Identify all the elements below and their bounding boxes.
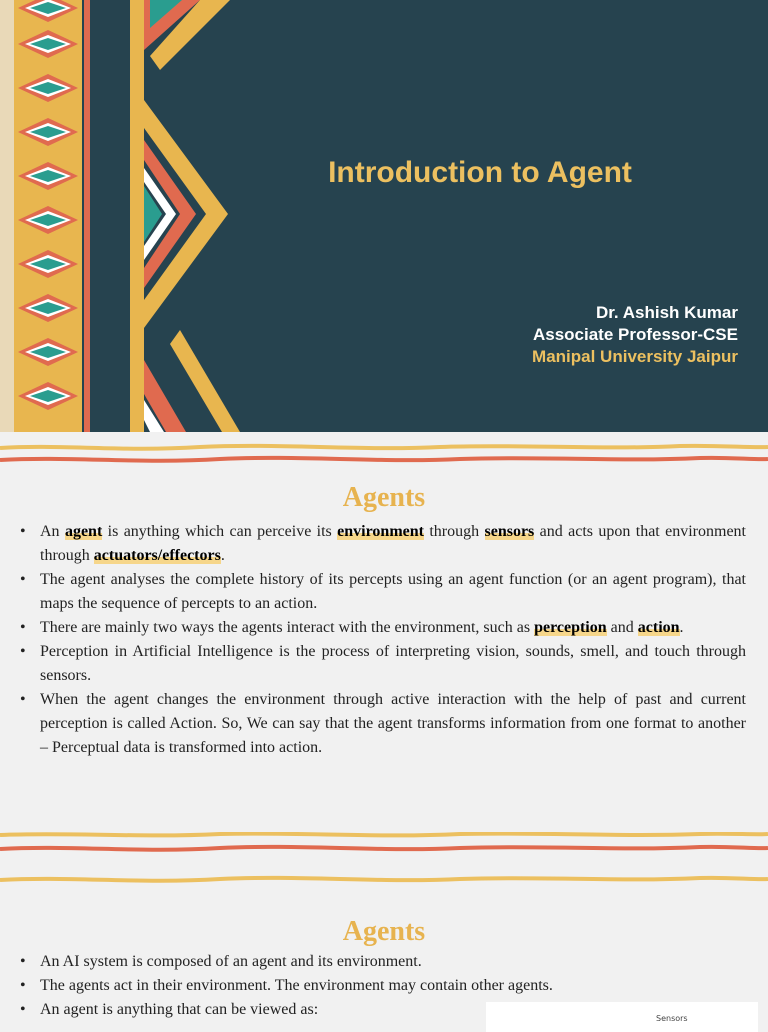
list-item: • An agent is anything which can perceive its environment through sensors and acts upon that environment through actuators/effectors. (18, 520, 746, 568)
author-institution: Manipal University Jaipur (532, 347, 738, 366)
list-item: • The agents act in their environment. The environment may contain other agents. (18, 974, 746, 998)
keyword-perception: perception (534, 619, 607, 636)
wave-border-top (0, 438, 768, 468)
list-item: • The agent analyses the complete history of its percepts using an agent function (or an agent program), that maps the sequence of percepts to an action. (18, 568, 746, 616)
slide-title: Introduction to Agent (328, 156, 632, 189)
list-item: • An AI system is composed of an agent and its environment. (18, 950, 746, 974)
author-block (532, 302, 738, 368)
tribal-pattern-decoration (0, 0, 240, 432)
list-item: • Perception in Artificial Intelligence is the process of interpreting vision, sounds, smell, and touch through sensors. (18, 640, 746, 688)
slide-heading: Agents (342, 916, 426, 947)
list-item: • There are mainly two ways the agents interact with the environment, such as perception and action. (18, 616, 746, 640)
agent-diagram-image (486, 1002, 758, 1032)
wave-border-bottom (0, 866, 768, 896)
keyword-sensors: sensors (484, 523, 535, 540)
author-name: Dr. Ashish Kumar (595, 303, 738, 322)
list-item: • An agent is anything that can be viewed as: (18, 998, 746, 1022)
keyword-action: action (637, 619, 680, 636)
wave-border-top (0, 832, 768, 862)
title-slide (0, 0, 768, 432)
slide-heading: Agents (342, 482, 426, 513)
list-item: • When the agent changes the environment through active interaction with the help of past and current perception is called Action. So, We can say that the agent transforms information from one format to another – Perceptual data is transformed into action. (18, 688, 746, 760)
keyword-agent: agent (64, 523, 103, 540)
keyword-actuators: actuators/effectors (93, 547, 221, 564)
author-role: Associate Professor-CSE (532, 325, 738, 344)
agents-slide-2 (0, 832, 768, 1024)
bullet-list (18, 520, 746, 760)
keyword-environment: environment (337, 523, 424, 540)
agents-slide-1 (0, 432, 768, 832)
diagram-label-sensors: Sensors (656, 1014, 688, 1023)
